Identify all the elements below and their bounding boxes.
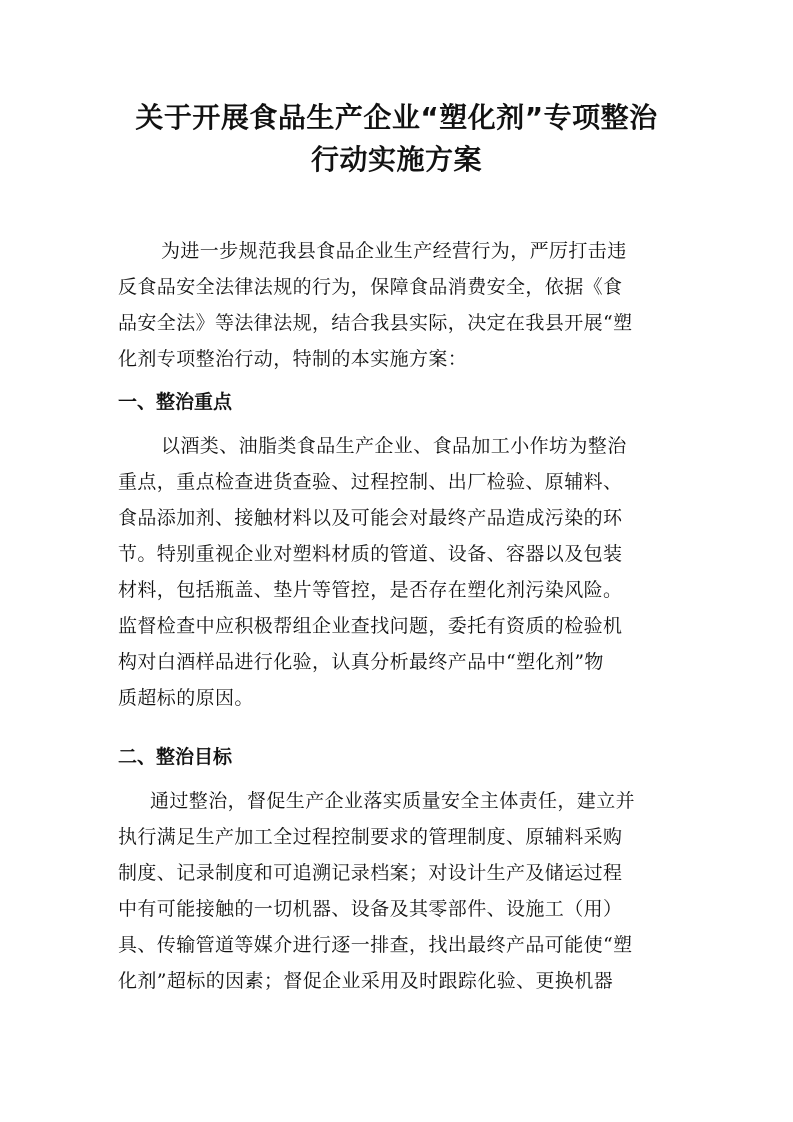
section2-line-3: 制度、记录制度和可追溯记录档案；对设计生产及储运过程 xyxy=(118,862,623,884)
intro-line-1: 为进一步规范我县食品企业生产经营行为，严厉打击违 xyxy=(161,240,627,262)
section2-line-6: 化剂”超标的因素；督促企业采用及时跟踪化验、更换机器 xyxy=(118,970,614,992)
section1-line-8: 质超标的原因。 xyxy=(118,687,254,709)
section2-line-1: 通过整治，督促生产企业落实质量安全主体责任，建立并 xyxy=(150,790,636,812)
section1-line-4: 节。特别重视企业对塑料材质的管道、设备、容器以及包装 xyxy=(118,543,623,565)
section1-line-7: 构对白酒样品进行化验，认真分析最终产品中“塑化剂”物 xyxy=(118,651,604,673)
document-title-line-1: 关于开展食品生产企业“塑化剂”专项整治 xyxy=(135,101,658,134)
section1-line-5: 材料，包括瓶盖、垫片等管控，是否存在塑化剂污染风险。 xyxy=(118,579,623,601)
section1-line-6: 监督检查中应积极帮组企业查找问题，委托有资质的检验机 xyxy=(118,615,623,637)
section2-line-5: 具、传输管道等媒介进行逐一排查，找出最终产品可能使“塑 xyxy=(118,934,633,956)
section1-line-1: 以酒类、油脂类食品生产企业、食品加工小作坊为整治 xyxy=(161,435,627,457)
section-heading-goal: 二、整治目标 xyxy=(118,746,233,768)
section1-line-2: 重点，重点检查进货查验、过程控制、出厂检验、原辅料、 xyxy=(118,471,623,493)
section-heading-focus: 一、整治重点 xyxy=(118,391,233,413)
intro-line-4: 化剂专项整治行动，特制的本实施方案： xyxy=(118,348,468,370)
section2-line-2: 执行满足生产加工全过程控制要求的管理制度、原辅料采购 xyxy=(118,826,623,848)
document-title-line-2: 行动实施方案 xyxy=(310,143,482,176)
intro-line-3: 品安全法》等法律法规，结合我县实际，决定在我县开展“塑 xyxy=(118,312,633,334)
intro-line-2: 反食品安全法律法规的行为，保障食品消费安全，依据《食 xyxy=(118,276,623,298)
section1-line-3: 食品添加剂、接触材料以及可能会对最终产品造成污染的环 xyxy=(118,507,623,529)
section2-line-4: 中有可能接触的一切机器、设备及其零部件、设施工（用） xyxy=(118,898,623,920)
